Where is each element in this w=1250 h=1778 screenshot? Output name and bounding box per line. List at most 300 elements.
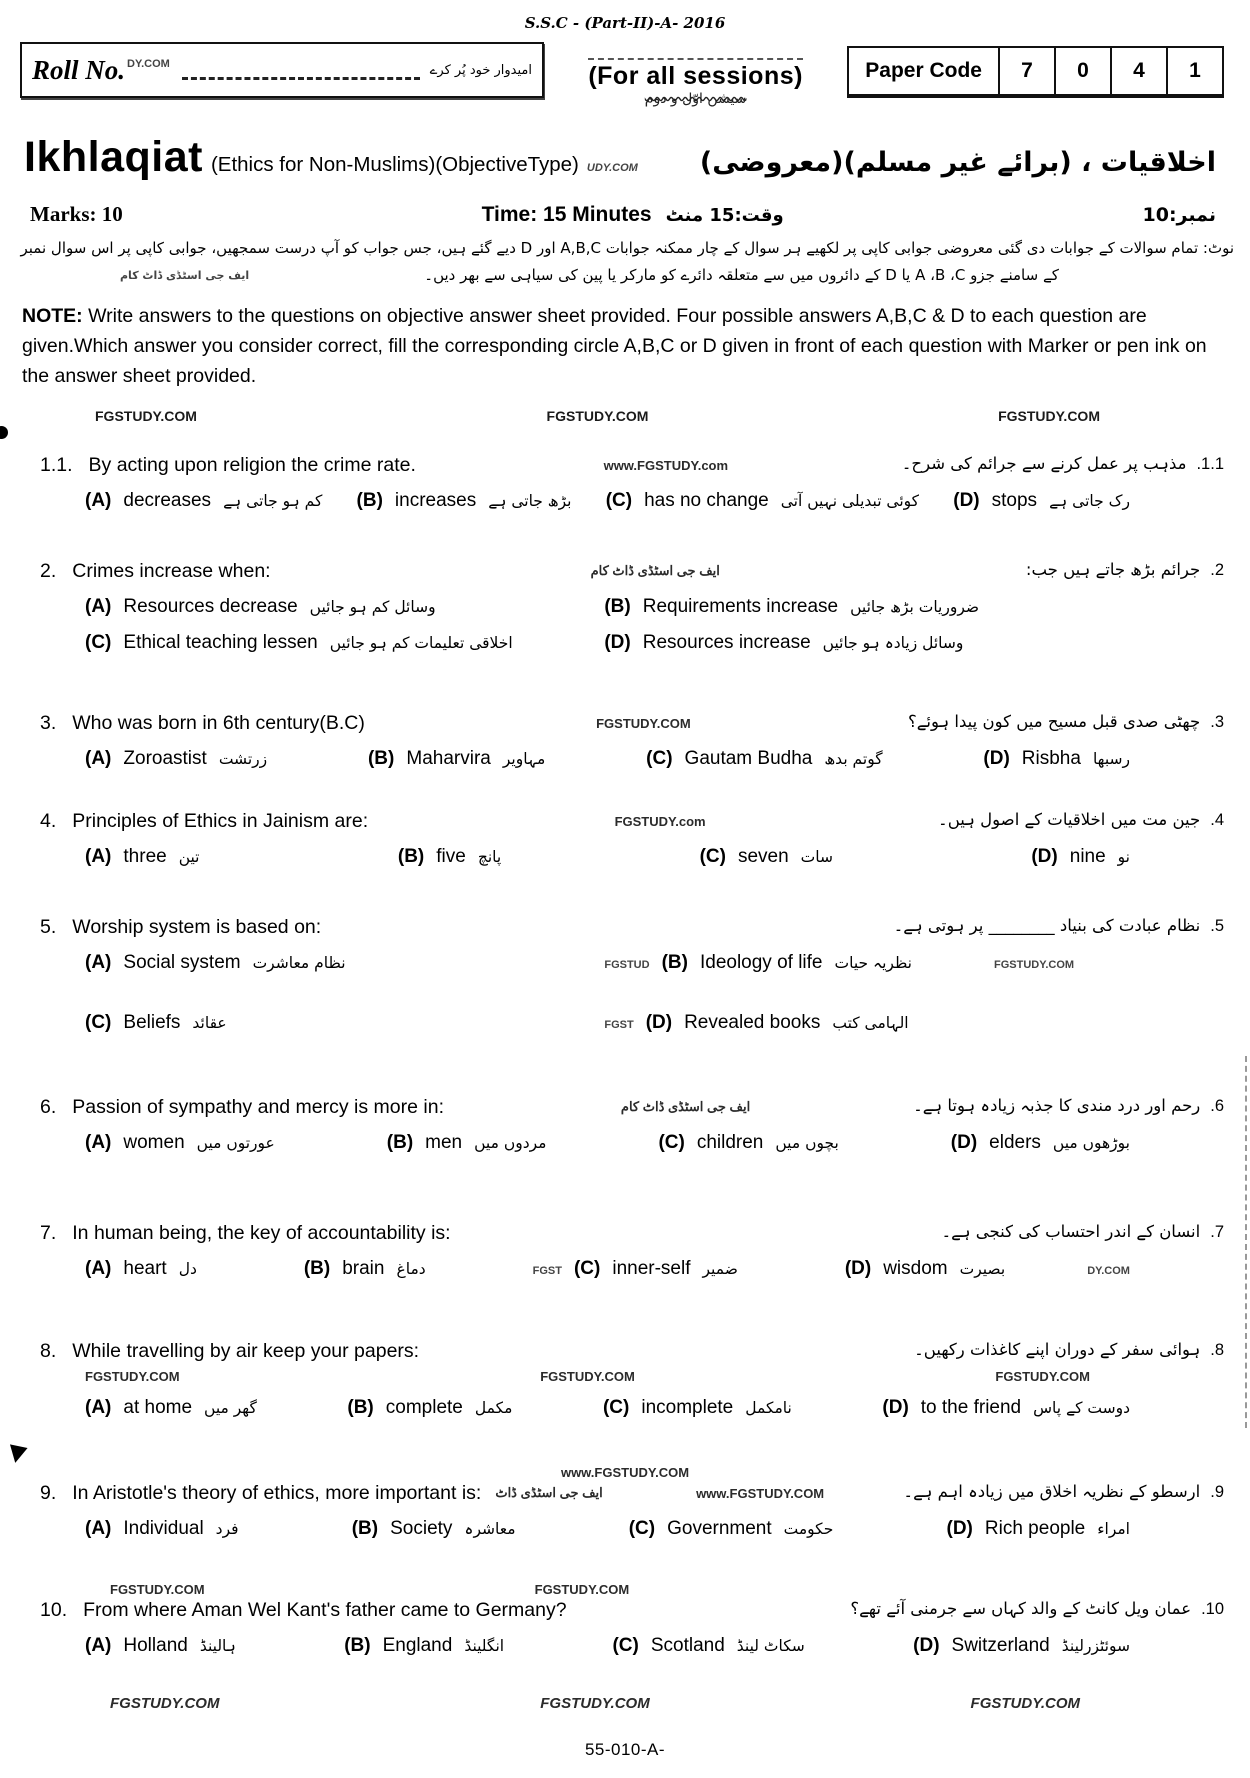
note-urdu-line2: کے سامنے جزو A ،B ،C یا D کے دائروں میں سے متعلقہ دائرے کو مارکر یا پین کی سیاہی سے بھر دیں۔ [424, 266, 1059, 284]
watermark: FGSTUDY.COM [110, 1581, 205, 1597]
watermark: ایف جی اسٹڈی ڈاٹ کام [120, 268, 250, 282]
option-text-english: England [382, 1634, 453, 1656]
question-head [0, 1096, 1250, 1119]
question-number: 7. [40, 1221, 57, 1244]
option-label: (A) [85, 845, 112, 867]
option-text-english: heart [123, 1257, 167, 1279]
option-text-urdu: بڑھ جاتی ہے [488, 491, 572, 510]
paper-code-digit: 0 [1056, 48, 1112, 94]
option-text-urdu: بصیرت [959, 1259, 1006, 1278]
option-text-english: brain [342, 1257, 385, 1279]
option-a [85, 1258, 197, 1280]
option-c [658, 1132, 838, 1154]
option-c [603, 1397, 792, 1419]
question-number-urdu: .7 [1210, 1222, 1224, 1241]
option-d [951, 1132, 1130, 1154]
option-text-urdu: حکومت [783, 1519, 834, 1538]
option-label: (D) [913, 1634, 940, 1656]
watermark: www.FGSTUDY.COM [560, 1464, 690, 1480]
question-number-urdu: .5 [1210, 916, 1224, 935]
option-b [398, 846, 501, 868]
time-label [482, 203, 784, 227]
option-text-urdu: انگلینڈ [464, 1636, 505, 1655]
option-text-urdu: رسبھا [1092, 749, 1130, 768]
watermark: FGST [604, 1018, 634, 1031]
option-text-english: Requirements increase [642, 595, 839, 617]
question-number-urdu: .3 [1210, 712, 1224, 731]
option-text-english: has no change [644, 489, 769, 511]
option-text-urdu: دل [178, 1259, 197, 1278]
option-d [913, 1635, 1130, 1657]
question-text-english [40, 1599, 567, 1622]
question-text: From where Aman Wel Kant's father came to Germany? [83, 1598, 567, 1621]
option-d [947, 1518, 1131, 1540]
question-text-urdu: ہوائی سفر کے دوران اپنے کاغذات رکھیں۔ [914, 1339, 1201, 1359]
option-a [85, 1635, 236, 1657]
question-head [0, 1599, 1250, 1622]
watermark: FGSTUDY.com [614, 813, 706, 829]
option-d [845, 1258, 1130, 1280]
option-b [344, 1635, 504, 1657]
question-text-english [40, 1222, 451, 1245]
option-text-english: inner-self [612, 1257, 691, 1279]
option-label: (C) [612, 1634, 639, 1656]
questions [0, 454, 1250, 1657]
watermark-row [0, 1582, 1250, 1599]
option-label: (B) [347, 1396, 374, 1418]
roll-number-fill-line [182, 61, 420, 80]
option-label: (B) [661, 951, 688, 973]
watermark: ایف جی اسٹڈی ڈاٹ کام [620, 1099, 751, 1115]
roll-number-box [20, 42, 544, 98]
question-number: 4. [40, 809, 57, 832]
watermark: FGSTUDY.COM [998, 407, 1100, 424]
option-text-urdu: پانچ [477, 847, 502, 866]
option-text-english: children [696, 1131, 764, 1153]
question-text-urdu-row [914, 1340, 1224, 1360]
option-text-english: Revealed books [684, 1011, 821, 1033]
option-text-urdu: الہامی کتب [832, 1013, 909, 1032]
option-text-urdu: فرد [215, 1519, 239, 1538]
question-text-urdu-row [902, 454, 1224, 474]
options [0, 1518, 1250, 1540]
question-text: Crimes increase when: [72, 559, 271, 582]
watermark: FGSTUDY.COM [540, 1368, 635, 1384]
option-text-english: men [425, 1131, 463, 1153]
roll-number-label: Roll No. [32, 54, 126, 85]
options [0, 846, 1250, 868]
watermark: FGSTUDY.COM [546, 407, 649, 424]
question-text: Passion of sympathy and mercy is more in: [72, 1095, 444, 1118]
option-b [357, 490, 572, 512]
scan-artifact-dashed-line [1245, 1056, 1247, 1428]
option-text-urdu: مہاویر [502, 749, 546, 768]
question-text-urdu-row [913, 1096, 1224, 1116]
option-b [368, 748, 545, 770]
option-label: (B) [397, 845, 425, 867]
option-text-english: increases [394, 489, 477, 511]
option-c [606, 490, 919, 512]
paper-form-code: 55-010-A- [584, 1739, 666, 1759]
option-text-urdu: گوتم بدھ [824, 749, 883, 768]
option-text-urdu: نو [1117, 847, 1130, 866]
question-number: 8. [40, 1339, 57, 1362]
option-text-english: Individual [123, 1517, 204, 1539]
question-head [0, 916, 1250, 939]
subject-subtitle: (Ethics for Non-Muslims)(ObjectiveType) [210, 153, 579, 176]
option-label: (A) [85, 1517, 112, 1539]
question-head [0, 1482, 1250, 1505]
option-label: (A) [85, 1634, 112, 1656]
option-label: (D) [604, 631, 631, 653]
note-urdu [0, 227, 1250, 289]
question-number-urdu: .8 [1210, 1340, 1224, 1359]
option-text-english: Scotland [650, 1634, 725, 1656]
question-6 [0, 1096, 1250, 1154]
option-text-english: at home [123, 1396, 193, 1418]
option-a [85, 846, 200, 868]
question-text: While travelling by air keep your papers: [72, 1339, 420, 1362]
question-8 [0, 1340, 1250, 1419]
watermark: FGSTUDY.COM [540, 1694, 650, 1712]
question-number-urdu: .4 [1210, 810, 1224, 829]
option-a [85, 1397, 257, 1419]
question-text-urdu-row [942, 1222, 1225, 1242]
option-text-english: three [123, 845, 167, 867]
sessions-label: (For all sessions) [588, 58, 803, 91]
option-label: (C) [85, 631, 112, 653]
question-head [0, 560, 1250, 583]
option-text-english: Rich people [984, 1517, 1086, 1539]
options [0, 490, 1250, 512]
option-text-urdu: دماغ [396, 1259, 426, 1278]
watermark: FGSTUDY.COM [85, 1368, 180, 1384]
option-text-urdu: وسائل زیادہ ہو جائیں [822, 633, 964, 652]
option-text-english: Gautam Budha [684, 747, 813, 769]
option-text-urdu: اخلاقی تعلیمات کم ہو جائیں [329, 633, 513, 652]
option-text-english: to the friend [920, 1396, 1022, 1418]
options [0, 596, 1250, 654]
question-10 [0, 1582, 1250, 1657]
option-text-english: Society [390, 1517, 453, 1539]
option-a [85, 490, 322, 512]
question-text-english [40, 560, 271, 583]
roll-number-urdu-hint: امیدوار خود پُر کرے [429, 62, 532, 78]
option-text-english: complete [385, 1396, 463, 1418]
option-text-english: Government [667, 1517, 772, 1539]
question-number-urdu: .1.1 [1196, 454, 1224, 473]
footer-watermark-row [0, 1657, 1250, 1712]
option-text-urdu: عقائد [192, 1013, 227, 1032]
question-text-urdu: ارسطو کے نظریہ اخلاق میں زیادہ اہم ہے۔ [903, 1481, 1201, 1501]
sessions-urdu-struck: سیشن اوّل و دوم [644, 91, 747, 107]
question-text-urdu: انسان کے اندر احتساب کی کنجی ہے۔ [941, 1221, 1201, 1241]
subject-name: Ikhlaqiat [24, 133, 203, 181]
paper-code-digit: 1 [1189, 59, 1201, 82]
question-text-urdu-row [908, 712, 1224, 732]
option-text-urdu: نظام معاشرت [252, 953, 346, 972]
question-number-urdu: .9 [1210, 1482, 1224, 1501]
option-text-english: women [123, 1131, 185, 1153]
watermark: UDY.COM [586, 162, 638, 174]
watermark: FGSTUDY.COM [970, 1694, 1080, 1712]
question-text-english [40, 454, 416, 477]
note-label: NOTE: [22, 305, 83, 327]
paper-code-digit: 4 [1112, 48, 1168, 94]
option-c [700, 846, 833, 868]
option-text-english: five [436, 845, 466, 867]
option-text-urdu: دوست کے پاس [1033, 1398, 1130, 1417]
option-text-urdu: سات [800, 847, 833, 866]
note-english [0, 289, 1250, 392]
option-text-english: decreases [123, 489, 212, 511]
option-c [85, 632, 604, 654]
option-b [304, 1258, 426, 1280]
question-text-english [40, 1340, 419, 1363]
option-label: (C) [605, 489, 633, 511]
watermark: ایف جی اسٹڈی ڈاٹ [495, 1485, 603, 1501]
meta-row [0, 182, 1250, 227]
note-text: Write answers to the questions on objective answer sheet provided. Four possible answers A,B,C & D to each question are given.Which answer you consider correct, fill the corresponding circle A,B,C or D given in front of each question with Marker or pen ink on the answer sheet provided. [22, 305, 1207, 388]
option-text-english: Ideology of life [699, 951, 823, 973]
marks-label: Marks: 10 [30, 202, 123, 226]
watermark: DY.COM [1087, 1264, 1130, 1277]
question-9 [0, 1465, 1250, 1540]
option-label: (B) [367, 747, 395, 769]
sessions-block [588, 58, 803, 107]
option-label: (D) [950, 1131, 978, 1153]
option-label: (C) [699, 845, 726, 867]
option-d [983, 748, 1130, 770]
option-text-urdu: کوئی تبدیلی نہیں آتی [780, 491, 920, 510]
watermark: FGSTUDY.COM [110, 1694, 220, 1712]
option-label: (C) [658, 1131, 685, 1153]
option-label: (C) [602, 1396, 630, 1418]
option-d [604, 1012, 1190, 1034]
paper-code-label: Paper Code [849, 48, 1000, 94]
question-text-urdu-row [903, 1482, 1224, 1502]
option-label: (C) [573, 1257, 601, 1279]
note-urdu-line1: نوٹ: تمام سوالات کے جوابات دی گئی معروضی جوابی کاپی پر لکھیے ہر سوال کے چار ممکنہ جوابات A,B,C اور D دیے گئے ہیں، جس جواب کو آپ درست سمجھیں، جوابی کاپی پر اس سوال نمبر [20, 239, 1234, 257]
question-1.1 [0, 454, 1250, 512]
option-a [85, 748, 267, 770]
question-text-urdu: مذہب پر عمل کرنے سے جرائم کی شرح۔ [901, 453, 1187, 473]
option-b [387, 1132, 547, 1154]
option-text-urdu: گھر میں [204, 1398, 257, 1417]
option-text-urdu: مکمل [474, 1398, 513, 1417]
watermark: www.FGSTUDY.com [603, 457, 729, 473]
option-label: (B) [604, 595, 631, 617]
question-text-urdu: جین مت میں اخلاقیات کے اصول ہیں۔ [938, 809, 1201, 829]
options [0, 952, 1250, 1034]
subject-title-english [24, 133, 638, 182]
option-label: (B) [344, 1634, 371, 1656]
option-text-urdu: سوئٹزرلینڈ [1061, 1636, 1130, 1655]
question-head [0, 454, 1250, 477]
option-text-english: nine [1069, 845, 1106, 867]
watermark: FGSTUDY.COM [995, 1368, 1090, 1384]
question-text-urdu-row [1026, 560, 1224, 580]
option-label: (B) [356, 489, 383, 511]
option-text-english: Holland [123, 1634, 188, 1656]
question-text: In Aristotle's theory of ethics, more important is: [72, 1481, 482, 1504]
option-d [882, 1397, 1130, 1419]
options [0, 1258, 1250, 1280]
option-label: (D) [983, 747, 1010, 769]
question-number: 6. [40, 1095, 57, 1118]
watermark: FGSTUDY.COM [534, 1581, 630, 1597]
option-c [533, 1258, 738, 1280]
question-head [0, 712, 1250, 735]
option-text-english: stops [991, 489, 1038, 511]
question-7 [0, 1222, 1250, 1280]
watermark: ایف جی اسٹڈی ڈاٹ کام [590, 563, 720, 579]
question-number: 10. [40, 1598, 68, 1621]
option-text-english: Risbha [1021, 747, 1081, 769]
option-text-urdu: سکاٹ لینڈ [736, 1636, 805, 1655]
title-row [0, 107, 1250, 182]
option-text-urdu: تین [178, 847, 200, 866]
question-head [0, 1340, 1250, 1363]
watermark-row [0, 1363, 1250, 1384]
option-text-english: Resources increase [642, 631, 811, 653]
option-label: (D) [946, 1517, 973, 1539]
option-c [646, 748, 882, 770]
option-b [604, 952, 1190, 974]
option-label: (A) [85, 1131, 112, 1153]
option-label: (D) [645, 1011, 673, 1033]
scan-artifact-arrow [6, 1444, 27, 1464]
option-label: (B) [386, 1131, 414, 1153]
option-a [85, 952, 604, 974]
question-number: 2. [40, 559, 57, 582]
option-label: (A) [85, 595, 112, 617]
option-a [85, 596, 604, 618]
question-text-english [40, 810, 368, 833]
option-label: (C) [85, 1011, 112, 1033]
option-label: (A) [85, 489, 112, 511]
question-text: Worship system is based on: [72, 915, 322, 938]
option-text-urdu: بوڑھوں میں [1052, 1133, 1130, 1152]
question-text-urdu: چھٹی صدی قبل مسیح میں کون پیدا ہوئے؟ [907, 711, 1201, 731]
option-text-english: Social system [123, 951, 241, 973]
options [0, 1397, 1250, 1419]
option-d [1031, 846, 1130, 868]
option-text-urdu: وسائل کم ہو جائیں [309, 597, 436, 616]
option-a [85, 1132, 275, 1154]
question-text-urdu: جرائم بڑھ جاتے ہیں جب: [1025, 559, 1201, 579]
option-text-english: Resources decrease [123, 595, 298, 617]
question-number: 1.1. [40, 453, 73, 476]
option-text-urdu: عورتوں میں [196, 1133, 275, 1152]
question-head [0, 810, 1250, 833]
question-text-urdu-row [894, 916, 1224, 936]
option-label: (A) [85, 1257, 112, 1279]
option-label: (A) [85, 747, 112, 769]
question-text: Principles of Ethics in Jainism are: [72, 809, 369, 832]
watermark: DY.COM [127, 58, 170, 70]
options [0, 748, 1250, 770]
header-row [0, 32, 1250, 107]
watermark: FGSTUDY.COM [95, 407, 197, 424]
option-c [629, 1518, 834, 1540]
question-text-english [40, 916, 321, 939]
option-text-urdu: رک جاتی ہے [1049, 491, 1130, 510]
option-text-english: seven [737, 845, 789, 867]
paper-code-digit: 7 [1000, 48, 1056, 94]
option-text-english: Maharvira [406, 747, 491, 769]
question-text-urdu: رحم اور درد مندی کا جذبہ زیادہ ہوتا ہے۔ [913, 1095, 1201, 1115]
option-text-urdu: نامکمل [745, 1398, 792, 1417]
subject-title-urdu: اخلاقیات ، (برائے غیر مسلم)(معروضی) [699, 147, 1216, 178]
question-text-english [40, 1096, 444, 1119]
question-text: By acting upon religion the crime rate. [88, 453, 416, 476]
option-label: (D) [882, 1396, 909, 1418]
option-text-english: Zoroastist [123, 747, 207, 769]
watermark-row [0, 1465, 1250, 1482]
option-text-english: Switzerland [951, 1634, 1050, 1656]
options [0, 1635, 1250, 1657]
question-4 [0, 810, 1250, 868]
marks-label-urdu: نمبر:10 [1142, 204, 1216, 226]
question-text: In human being, the key of accountability is: [72, 1221, 451, 1244]
question-number: 9. [40, 1481, 57, 1504]
option-text-urdu: ضمیر [702, 1259, 738, 1278]
option-label: (A) [85, 951, 112, 973]
question-text-urdu-row [938, 810, 1224, 830]
option-text-english: incomplete [641, 1396, 734, 1418]
option-text-english: Beliefs [123, 1011, 181, 1033]
option-d [604, 632, 1190, 654]
option-c [85, 1012, 604, 1034]
options [0, 1132, 1250, 1154]
question-5 [0, 916, 1250, 1034]
question-text-english [40, 712, 365, 735]
option-text-urdu: کم ہو جاتی ہے [223, 491, 323, 510]
question-text-urdu-row [850, 1599, 1224, 1619]
question-text-urdu: عمان ویل کانٹ کے والد کہاں سے جرمنی آئے تھے؟ [850, 1598, 1192, 1618]
option-label: (C) [628, 1517, 656, 1539]
option-label: (D) [844, 1257, 872, 1279]
option-c [612, 1635, 804, 1657]
option-text-urdu: امراء [1097, 1519, 1130, 1538]
question-3 [0, 712, 1250, 770]
question-number: 3. [40, 711, 57, 734]
question-text: Who was born in 6th century(B.C) [72, 711, 365, 734]
option-text-english: wisdom [883, 1257, 948, 1279]
option-a [85, 1518, 239, 1540]
exam-series-line: S.S.C - (Part-II)-A- 2016 [524, 14, 726, 32]
paper-code-table [847, 46, 1224, 98]
option-text-urdu: بچوں میں [775, 1133, 839, 1152]
question-2 [0, 560, 1250, 654]
question-number-urdu: .10 [1201, 1599, 1224, 1618]
watermark: FGSTUDY.COM [596, 715, 691, 731]
scan-artifact-dot [0, 426, 8, 439]
option-text-urdu: ضروریات بڑھ جائیں [850, 597, 980, 616]
watermark: www.FGSTUDY.COM [696, 1485, 825, 1501]
watermark-row [0, 392, 1250, 424]
watermark: FGST [532, 1264, 562, 1277]
option-b [604, 596, 1190, 618]
question-number-urdu: .6 [1210, 1096, 1224, 1115]
time-urdu: وقت:15 منٹ [665, 205, 784, 226]
option-text-english: elders [989, 1131, 1041, 1153]
option-label: (D) [1031, 845, 1058, 867]
option-label: (C) [646, 747, 673, 769]
option-d [953, 490, 1130, 512]
option-text-urdu: زرتشت [218, 749, 268, 768]
